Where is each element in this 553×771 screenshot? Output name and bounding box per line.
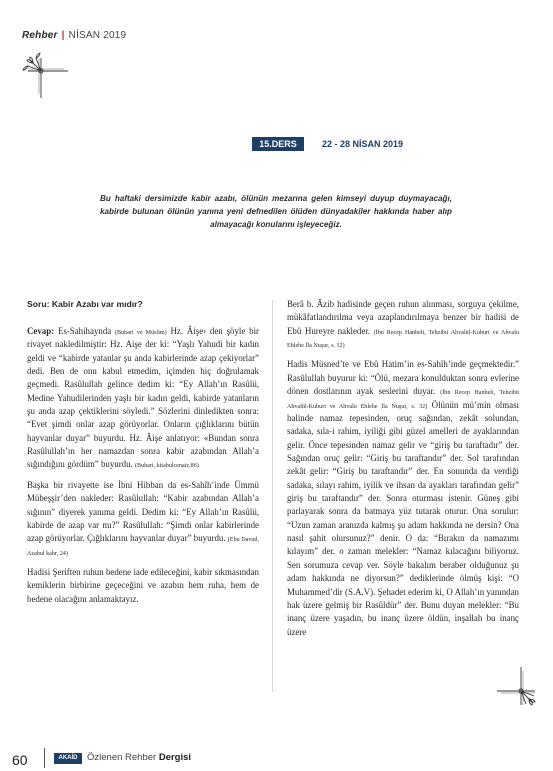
corner-ornament-icon: [497, 667, 547, 717]
header-brand: Rehber: [22, 30, 58, 41]
column-divider: [272, 300, 273, 692]
paragraph: [287, 298, 519, 351]
footer-rule: [44, 748, 45, 768]
paragraph: [287, 358, 519, 639]
reference: (Buhari, kitabulcenaiz,86): [134, 463, 199, 470]
left-column: [27, 298, 259, 613]
paragraph-text: Başka bir rivayette ise İbni Hibban da es-Sahîh’inde Ümmü Mübeşşir’den nakleder: Rasûlullah: “Kabir azabından Allah’a sığının” diyerek yanıma geldi. Dedim ki: “Ey Allah’ın Rasûlü, kabirde de azap var mı?” Rasûlullah: “Şimdi onlar kabirlerinde azap görüyorlar. Çığlıklarını hayvanlar duyar” buyurdu.: [27, 479, 259, 544]
page-number: 60: [12, 752, 28, 768]
reference: (Ebu Davud, Azabul kabr, 24): [27, 537, 259, 557]
right-column: [287, 298, 519, 646]
reference: (Buhari ve Müslim): [115, 329, 167, 336]
corner-ornament-icon: [14, 44, 68, 98]
magazine-title: [87, 752, 191, 763]
running-header: [22, 30, 126, 41]
question-title: Soru: Kabir Azabı var mıdır?: [27, 299, 143, 309]
section-badge: AKAİD: [54, 753, 82, 764]
header-separator: |: [61, 30, 65, 41]
lesson-date-range: 22 - 28 NİSAN 2019: [322, 139, 404, 149]
reference: (İbn Recep Hanbeli, Tehzibü Ahvalül-Kuburi ve Ahvalu Ehlehe İla Nuşur, s. 12): [287, 329, 519, 350]
magazine-title-prefix: Özlenen Rehber: [87, 752, 159, 763]
lesson-number-badge: 15.DERS: [252, 137, 304, 151]
paragraph-text: Berâ b. Âzib hadisinde geçen ruhun alınması, sorguya çekilme, mükâfatlandırılma veya azaplandırılmaya benzer bir hadisi de Ebû Hureyre nakleder.: [287, 299, 519, 336]
answer-lead: Cevap:: [27, 325, 55, 336]
paragraph: [27, 479, 259, 559]
answer-text-1: Es-Sahihaynda: [54, 325, 116, 336]
paragraph-text: Ölünün mü’min olması halinde namaz tepesinden, oruç sağından, zekât solundan, sadaka, sıla-i rahim, iyiliği gibi güzel amelleri de ayaklarından gelir. Önce tepesinden namaz gelir ve “giriş bu taraftadır” der. Sağından oruç gelir: “Giriş bu taraftandır” der. Sol tarafından zekât gelir: “Giriş bu taraftandır” der. En sonunda da verdiği sadaka, sılayı rahim, iyilik ve ihsan da ayakları tarafından gelir” giriş bu taraftandır” der. Sonra oturması istenir. Güneş gibi parlayarak sonra da batmaya yüz tutarak oturur. Ona sorulur: “Uzun zaman aranızda kalmış şu adam hakkında ne dersin? Ona nasıl şahit olursunuz?” denir. O da: “Bırakın da namazımı kılayım” der. o zaman melekler: “Namaz kılacağını biliyoruz. Sen sorumuza cevap ver. Söyle bakalım beraber olduğunuz şu adam hakkında ne diyorsun?” dediklerinde ölmüş kişi: “O Muhammed’dir (S.A.V). Şehadet ederim ki, O Allah’ın yanından hak üzere gelmiş bir Rasûldür” der. Bunu duyan melekler: “Bu inanç üzere yaşadın, bu inanç üzere öldün, inşallah bu inanç üzere: [287, 399, 519, 637]
reference: (İbn Recep Hanbeli, Tehzibü Ahvalül-Kuburi ve Ahvalu Ehlehe İla Nuşur, s. 32): [287, 390, 519, 410]
magazine-title-strong: Dergisi: [158, 752, 192, 763]
answer-paragraph: [27, 325, 259, 472]
paragraph-text: Hadis Müsned’te ve Ebû Hatim’in es-Sahîh’inde geçmektedir.” Rasûlullah buyurur ki: “Ölü, mezara konulduktan sonra evlerine dönen dostlarının ayak seslerini duyar.: [287, 359, 519, 397]
paragraph: Hadisi Şeriften ruhun bedene iade edileceğini, kabir sıkmasından kemiklerin birbirine geçeceğini ve azabın hem ruha, hem de bedene olacağını anlamaktayız.: [27, 567, 259, 604]
lesson-intro: Bu haftaki dersimizde kabir azabı, ölünün mezarına gelen kimseyi duyup duymayacağı, kabirde bulunan ölünün yanına yeni defnedilen ölüden dünyadakiler hakkında haber alıp almayacağı konularını işleyeceğiz.: [100, 194, 452, 230]
answer-text-2: Hz. Âişe› den şöyle bir rivayet nakledilmiştir: Hz. Aişe der ki: “Yaşlı Yahudi bir kadın geldi ve “kabirde yatanlar şu anda kabirlerinde azap çekiyorlar” dedi. Ben de onu kabul etmedim, içimden hiç doğrulamak geçmedi. Rasûlullah gelince dedim ki: “Ey Allah’ın Rasûlü, Medine Yahudilerinden yaşlı bir kadın geldi, kabirde yatanların şu anda azap çektiklerini söyledi.” Sözlerini dinledikten sonra: “Evet şimdi onlar azap görüyorlar. Onların çığlıklarını bütün hayvanlar duyar” buyurdu. Hz. Âişe anlatıyor: «Bundan sonra Rasûlullah’ın her namazdan sonra kabir azabından Allah’a sığındığını gördüm” buyurdu.: [27, 325, 259, 470]
header-date: NİSAN 2019: [68, 30, 127, 41]
